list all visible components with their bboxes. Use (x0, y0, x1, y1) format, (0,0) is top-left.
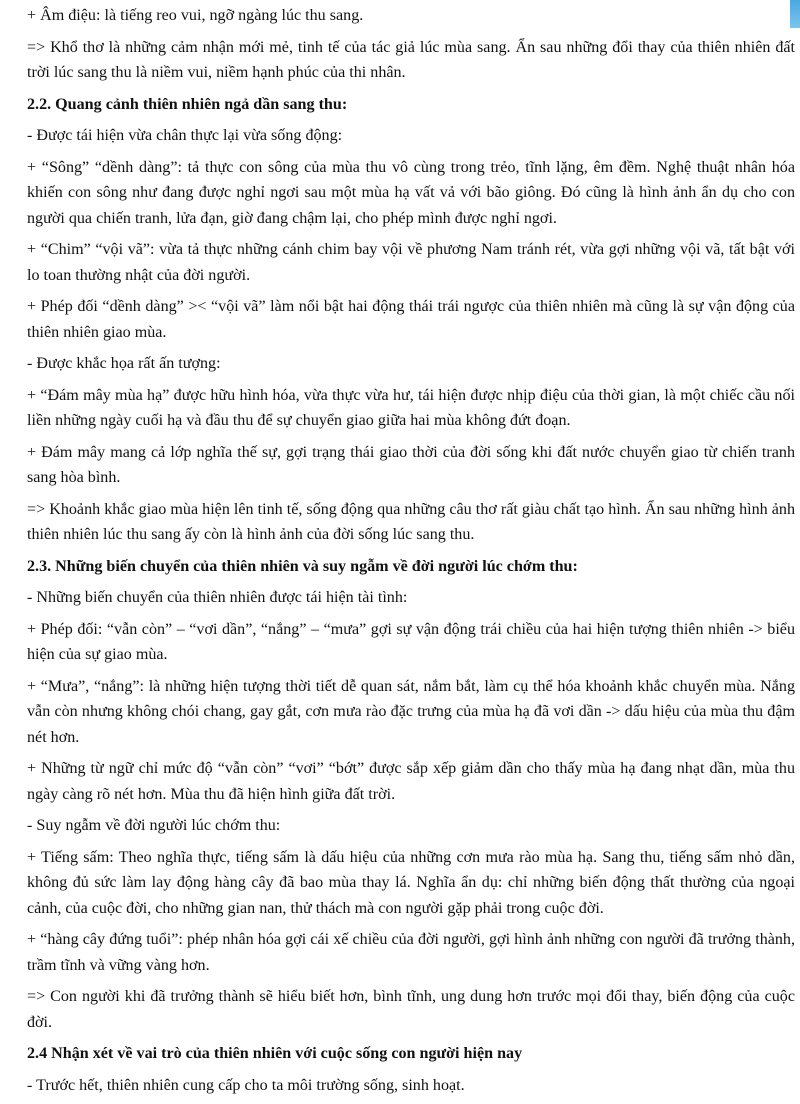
paragraph: - Những biến chuyển của thiên nhiên được tái hiện tài tình: (27, 589, 408, 606)
paragraph: + Đám mây mang cả lớp nghĩa thế sự, gợi trạng thái giao thời của đời sống khi đất nước chuyển giao từ chiến tranh sang hòa bình. (27, 443, 795, 486)
paragraph: + Âm điệu: là tiếng reo vui, ngỡ ngàng lúc thu sang. (27, 7, 364, 24)
paragraph: - Trước hết, thiên nhiên cung cấp cho ta môi trường sống, sinh hoạt. (27, 1076, 465, 1094)
section-heading: 2.4 Nhận xét về vai trò của thiên nhiên với cuộc sống con người hiện nay (27, 1045, 523, 1062)
paragraph: => Khoảnh khắc giao mùa hiện lên tinh tế, sống động qua những câu thơ rất giàu chất tạo hình. Ẩn sau những hình ảnh thiên nhiên lúc thu sang ấy còn là hình ảnh của đời sống lúc sang thu. (27, 500, 795, 543)
paragraph: + “Chim” “vội vã”: vừa tả thực những cánh chim bay vội về phương Nam tránh rét, vừa gợi những vội vã, tất bật với lo toan thường nhật của đời người. (27, 241, 795, 284)
paragraph: + “Đám mây mùa hạ” được hữu hình hóa, vừa thực vừa hư, tái hiện được nhịp điệu của thời gian, là một chiếc cầu nối liền những ngày cuối hạ và đầu thu để sự chuyển giao giữa hai mùa không đứt đoạn. (27, 386, 795, 429)
paragraph: - Được khắc họa rất ấn tượng: (27, 355, 221, 372)
paragraph: + Tiếng sấm: Theo nghĩa thực, tiếng sấm là dấu hiệu của những cơn mưa rào mùa hạ. Sang thu, tiếng sấm nhỏ dần, không đủ sức làm lay động hàng cây đã bao mùa thay lá. Nghĩa ẩn dụ: chỉ những biến động thất thường của ngoại cảnh, của cuộc đời, cho những gian nan, thử thách mà con người gặp phải trong cuộc đời. (27, 848, 795, 917)
paragraph: => Con người khi đã trưởng thành sẽ hiểu biết hơn, bình tĩnh, ung dung hơn trước mọi đổi thay, biến động của cuộc đời. (27, 988, 795, 1031)
paragraph: => Khổ thơ là những cảm nhận mới mẻ, tinh tế của tác giả lúc mùa sang. Ẩn sau những đổi thay của thiên nhiên đất trời lúc sang thu là niềm vui, niềm hạnh phúc của thi nhân. (27, 38, 795, 81)
paragraph: + “Mưa”, “nắng”: là những hiện tượng thời tiết dễ quan sát, nắm bắt, làm cụ thể hóa khoảnh khắc chuyển mùa. Nắng vẫn còn nhưng không chói chang, gay gắt, cơn mưa rào đặc trưng của mùa hạ đã vơi dần -> dấu hiệu của mùa thu đậm nét hơn. (27, 677, 795, 746)
paragraph: + Phép đối “dềnh dàng” >< “vội vã” làm nổi bật hai động thái trái ngược của thiên nhiên mà cũng là sự vận động của thiên nhiên giao mùa. (27, 298, 795, 341)
paragraph: - Được tái hiện vừa chân thực lại vừa sống động: (27, 127, 343, 144)
document-body (27, 3, 795, 1104)
paragraph: + “hàng cây đứng tuổi”: phép nhân hóa gợi cái xế chiều của đời người, gợi hình ảnh những con người đã trưởng thành, trầm tĩnh và vững vàng hơn. (27, 931, 795, 974)
paragraph: - Suy ngẫm về đời người lúc chớm thu: (27, 817, 281, 834)
section-heading: 2.3. Những biến chuyển của thiên nhiên và suy ngẫm về đời người lúc chớm thu: (27, 557, 578, 575)
paragraph: + “Sông” “dềnh dàng”: tả thực con sông của mùa thu vô cùng trong trẻo, tĩnh lặng, êm đềm. Nghệ thuật nhân hóa khiến con sông như đang được nghỉ ngơi sau một mùa hạ vất vả với bão giông. Đó cũng là hình ảnh ẩn dụ cho con người qua chiến tranh, lửa đạn, giờ đang chậm lại, cho phép mình được nghỉ ngơi. (27, 158, 795, 227)
section-heading: 2.2. Quang cảnh thiên nhiên ngả dần sang thu: (27, 95, 348, 113)
paragraph: + Những từ ngữ chỉ mức độ “vẫn còn” “vơi” “bớt” được sắp xếp giảm dần cho thấy mùa hạ đang nhạt dần, mùa thu ngày càng rõ nét hơn. Mùa thu đã hiện hình giữa đất trời. (27, 760, 795, 803)
paragraph: + Phép đối: “vẫn còn” – “vơi dần”, “nắng” – “mưa” gợi sự vận động trái chiều của hai hiện tượng thiên nhiên -> biểu hiện của sự giao mùa. (27, 620, 795, 663)
